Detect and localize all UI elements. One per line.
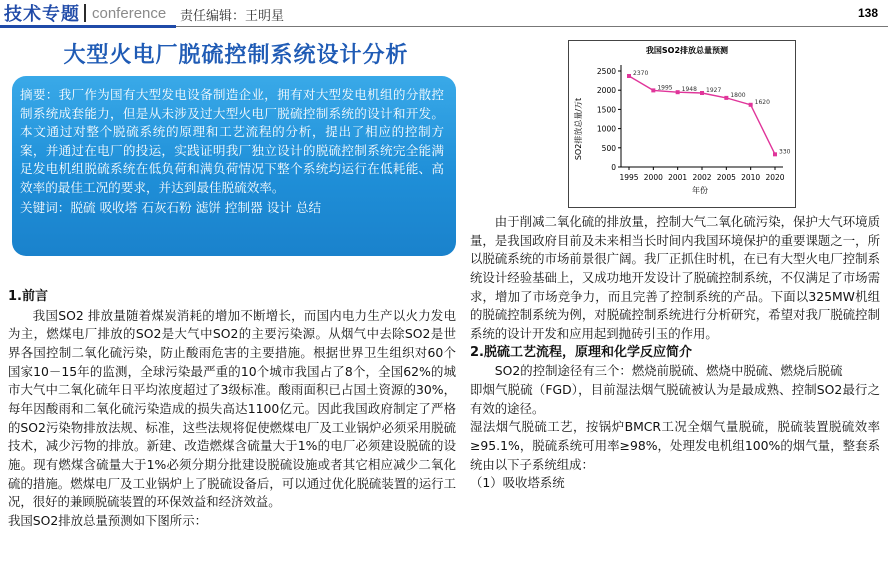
chart-marks — [627, 70, 791, 156]
brand-title: 技术专题 — [4, 4, 80, 25]
chart-data-label: 2370 — [633, 69, 649, 77]
chart-data-point — [627, 74, 631, 78]
chart-intro-line: 我国SO2排放总量预测如下图所示： — [8, 512, 207, 528]
brand-divider — [84, 4, 86, 22]
chart-data-point — [651, 88, 655, 92]
section-1-paragraph: 我国SO2 排放量随着煤炭消耗的增加不断增长，而国内电力生产以火力发电为主，燃煤电厂排放的SO2是大气中SO2的主要污染源。从烟气中去除SO2是世界各国控制二氧化硫污染，防止酸雨危害的主要措施。根据世界卫生组织对60个国家10－15年的监测，全球污染最严重的10个城市我国占了8个，全国62%的城市大气中二氧化硫年日平均浓度超过了3级标准。酸雨面积已占国土资源的30%，每年因酸雨和二氧化硫污染造成的损失高达1100亿元。因此我国政府制定了严格的SO2污染物排放法规、标准，这些法规将促使燃煤电厂及工业锅炉必须采用脱硫技术，减少污物的排放。新建、改造燃煤含硫量大于1%的电厂必须建设脱硫的设施。现有燃煤含硫量大于1%必须分期分批建设脱硫设施或者其它相应减少二氧化硫的措施。燃煤电厂及工业锅炉上了脱硫设备后，可以通过优化脱硫装置的运行工况，很好的兼顾脱硫装置的环保效益和经济效益。 — [8, 307, 457, 510]
chart-data-label: 1620 — [754, 98, 770, 106]
subsystem-item: （1）吸收塔系统 — [470, 475, 565, 491]
chart-svg — [569, 41, 795, 207]
chart-x-tick-label: 2000 — [643, 173, 663, 182]
page-number: 138 — [857, 6, 878, 20]
column-brand — [4, 2, 166, 24]
chart-data-label: 330 — [779, 148, 791, 156]
chart-x-tick-label: 2001 — [668, 173, 688, 182]
keywords: 关键词：脱硫 吸收塔 石灰石粉 滤饼 控制器 设计 总结 — [20, 199, 322, 215]
brand-subtitle: conference — [92, 4, 167, 22]
chart-axes — [597, 65, 785, 182]
chart-data-label: 1995 — [657, 84, 673, 92]
chart-x-tick-label: 2010 — [741, 173, 761, 182]
chart-y-tick-label: 1000 — [596, 124, 616, 134]
chart-y-axis-label: SO2排放总量/万t — [574, 97, 583, 161]
chart-y-tick-label: 2500 — [596, 67, 616, 76]
editor-credit: 责任编辑：王明星 — [180, 9, 285, 24]
section-2-heading: 2.脱硫工艺流程，原理和化学反应简介 — [470, 344, 692, 360]
article-title: 大型火电厂脱硫控制系统设计分析 — [63, 43, 409, 68]
wet-fgd-paragraph: 湿法烟气脱硫工艺，按锅炉BMCR工况全烟气量脱硫，脱硫装置脱硫效率≥95.1%，脱硫系统可用率≥98%，处理发电机组100%的烟气量，整套系统由以下子系统组成： — [470, 419, 880, 472]
header-accent-rule — [0, 25, 176, 28]
chart-x-tick-label: 2005 — [716, 173, 736, 182]
so2-forecast-chart — [568, 40, 796, 208]
chart-y-tick-label: 500 — [601, 143, 616, 153]
market-paragraph: 由于削减二氧化硫的排放量，控制大气二氧化硫污染，保护大气环境质量，是我国政府目前及未来相当长时间内我国环境保护的重要课题之一，所以脱硫系统的市场前景很广阔。我厂正抓住时机，在已有大型火电厂控制系统设计经验基础上，又成功地开发设计了脱硫控制系统，不仅满足了市场需求，增加了市场竞争力，而且完善了控制系统的产品。下面以325MW机组的脱硫控制系统为例，对脱硫控制系统进行分析研究，希望对我厂脱硫控制系统的设计开发和应用起到抛砖引玉的作用。 — [470, 214, 880, 341]
abstract-text: 摘要：我厂作为国有大型发电设备制造企业，拥有对大型发电机组的分散控制系统成套能力，但是从未涉及过大型火电厂脱硫控制系统的设计和开发。本文通过对整个脱硫系统的原理和工艺流程的分析，提出了相应的控制方案，并通过在电厂的投运，实践证明我厂独立设计的脱硫控制系统完全能满足发电机组脱硫系统在低负荷和满负荷情况下整个系统均运行在低耗能、高效率的最佳工况的要求，并达到最佳脱硫效率。 — [20, 87, 444, 195]
page-header — [0, 0, 888, 26]
right-column — [470, 213, 880, 493]
chart-data-point — [700, 91, 704, 95]
chart-data-label: 1800 — [730, 91, 746, 99]
chart-y-tick-label: 1500 — [596, 105, 616, 115]
chart-x-tick-label: 2002 — [692, 173, 712, 182]
section-1-heading: 1.前言 — [8, 289, 48, 304]
chart-data-point — [724, 96, 728, 100]
control-routes-paragraph: SO2的控制途径有三个：燃烧前脱硫、燃烧中脱硫、燃烧后脱硫 — [494, 363, 843, 379]
chart-x-tick-label: 2020 — [765, 173, 785, 182]
chart-y-tick-label: 0 — [611, 163, 616, 172]
fgd-paragraph: 即烟气脱硫（FGD），目前湿法烟气脱硫被认为是最成熟、控制SO2最行之有效的途径。 — [470, 381, 880, 416]
chart-data-label: 1927 — [706, 87, 722, 95]
chart-data-point — [749, 103, 753, 107]
chart-data-point — [676, 90, 680, 94]
chart-x-axis-label: 年份 — [692, 186, 708, 195]
chart-y-tick-label: 2000 — [596, 86, 616, 96]
chart-data-point — [773, 152, 777, 156]
left-column — [8, 288, 456, 531]
chart-title: 我国SO2排放总量预测 — [645, 46, 729, 55]
abstract-box — [12, 76, 456, 256]
chart-series-line — [629, 76, 775, 154]
chart-x-tick-label: 1995 — [619, 173, 639, 182]
chart-data-label: 1948 — [681, 86, 697, 94]
